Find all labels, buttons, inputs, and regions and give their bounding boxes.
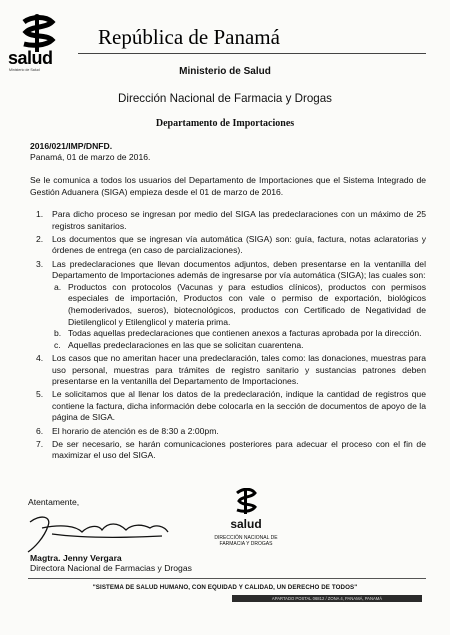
sub-point-letter: a.: [54, 281, 62, 292]
memo-reference: 2016/021/IMP/DNFD.: [30, 141, 113, 151]
point-number: 7.: [36, 438, 44, 449]
sub-list-item: [52, 328, 426, 340]
sub-point-letter: c.: [54, 339, 61, 350]
memo-intro: Se le comunica a todos los usuarios del Departamento de Importaciones que el Sistema Integrado de Gestión Aduanera (SIGA) empieza desde el 01 de marzo de 2016.: [30, 175, 426, 197]
footer-address-bar: [232, 595, 422, 602]
signer-role: Directora Nacional de Farmacias y Drogas: [30, 563, 192, 573]
point-number: 6.: [36, 425, 44, 436]
list-item: [30, 389, 426, 424]
list-item: [30, 234, 426, 257]
memo-date: Panamá, 01 de marzo de 2016.: [30, 152, 151, 162]
point-text: Para dicho proceso se ingresan por medio del SIGA las predeclaraciones con un máximo de 25 registros sanitarios.: [52, 209, 426, 231]
ministry-logo: [10, 14, 70, 52]
official-stamp: [198, 488, 294, 547]
list-item: [30, 353, 426, 388]
footer-motto: "SISTEMA DE SALUD HUMANO, CON EQUIDAD Y CALIDAD, UN DERECHO DE TODOS": [92, 584, 358, 591]
sub-list-item: [52, 340, 426, 352]
point-text: De ser necesario, se harán comunicaciones posteriores para adecuar el proceso con el fin de maximizar el uso del SIGA.: [52, 438, 426, 461]
header-divider: [78, 53, 426, 54]
point-number: 5.: [36, 389, 44, 400]
sub-points: [52, 282, 426, 352]
point-number: 2.: [36, 233, 44, 244]
point-text: Los casos que no ameritan hacer una predeclaración, tales como: las donaciones, muestras para uso personal, muestras para trámites de registro sanitario y sustancias patrones deben presentarse en la ventanilla del Departamento de Importaciones.: [52, 352, 426, 387]
country-title: República de Panamá: [98, 25, 280, 49]
list-item: [30, 426, 426, 438]
list-item: [30, 439, 426, 462]
stamp-word: salud: [230, 517, 262, 531]
footer-divider: [28, 578, 426, 579]
point-number: 1.: [36, 209, 44, 219]
footer-address: APARTADO POSTAL 06812 / ZONA 4, PANAMÁ, PANAMÁ: [271, 596, 383, 601]
closing: Atentamente,: [28, 497, 80, 507]
stamp-line: FARMACIA Y DROGAS: [219, 541, 273, 547]
sub-point-text: Aquellas predeclaraciones en las que se solicitan cuarentena.: [68, 339, 304, 350]
point-text: Le solicitamos que al llenar los datos de la predeclaración, indique la cantidad de registros que contiene la factura, dicha información debe colocarla en la sección de documentos de apoyo de la página de SIGA.: [52, 389, 426, 423]
sub-list-item: [52, 282, 426, 328]
point-number: 3.: [36, 258, 44, 269]
logo-word: salud: [8, 48, 53, 68]
signer-name: Magtra. Jenny Vergara: [30, 553, 122, 563]
caduceus-icon: [231, 488, 261, 514]
point-text: Las predeclaraciones que llevan documentos adjuntos, deben presentarse en la ventanilla del Departamento de Importaciones además de ingresarse por vía automática (SIGA); las cuales son:: [52, 258, 426, 281]
point-text: El horario de atención es de 8:30 a 2:00pm.: [52, 425, 219, 436]
memo-points: [30, 209, 426, 464]
department-heading: Departamento de Importaciones: [155, 118, 295, 129]
sub-point-letter: b.: [54, 328, 62, 339]
list-item: [30, 259, 426, 352]
signature-icon: [22, 508, 172, 556]
sub-point-text: Productos con protocolos (Vacunas y para estudios clínicos), productos con permisos especiales de importación, Productos con vale o permiso de exportación, biológicos (hemoderivados, sueros), biotecnológicos, productos con Certificado de Negatividad de Dietilenglicol y Etilenglicol y materia prima.: [68, 281, 426, 327]
ministry-heading: Ministerio de Salud: [179, 66, 271, 77]
point-text: Los documentos que se ingresan vía automática (SIGA) son: guía, factura, notas aclaratorias y órdenes de entrega (en caso de parcializaciones).: [52, 233, 426, 256]
sub-point-text: Todas aquellas predeclaraciones que contienen anexos a facturas aprobada por la dirección.: [68, 328, 422, 339]
directorate-heading: Dirección Nacional de Farmacia y Drogas: [118, 92, 332, 105]
caduceus-icon: [10, 14, 66, 52]
point-number: 4.: [36, 352, 44, 363]
stamp-line: DIRECCIÓN NACIONAL DE: [214, 535, 278, 541]
list-item: [30, 209, 426, 232]
logo-subtitle: Ministerio de Salud: [9, 68, 40, 72]
